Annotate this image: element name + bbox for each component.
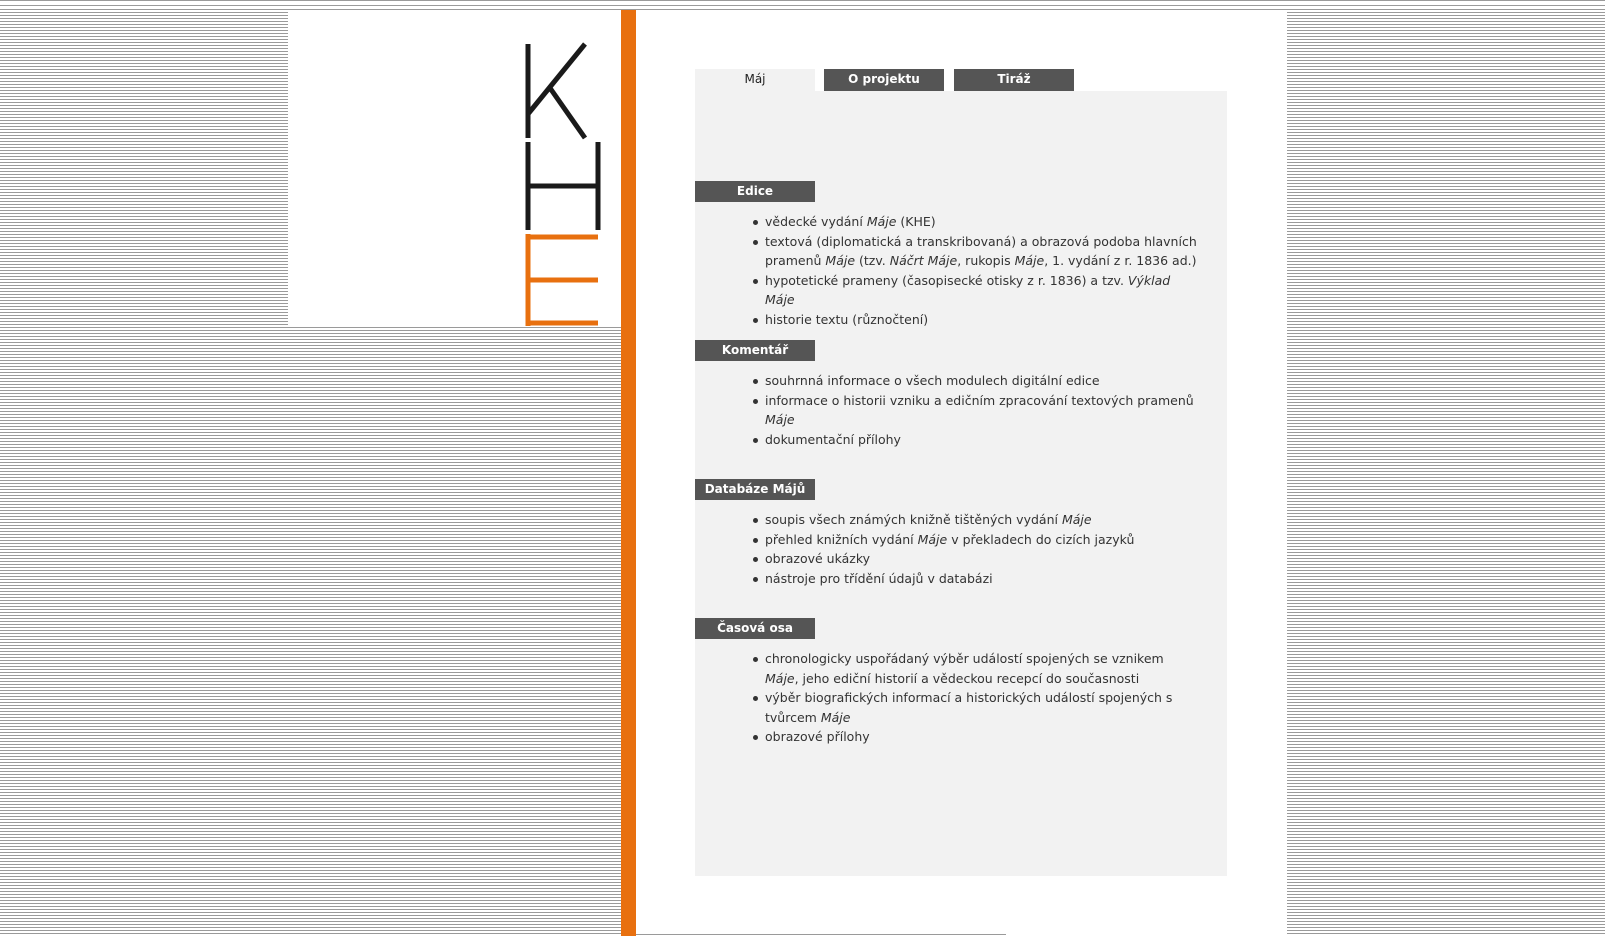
list-item: souhrnná informace o všech modulech digitální edice [765,371,1201,391]
tab-o-projektu[interactable]: O projektu [824,69,944,91]
section-list [695,649,1227,747]
logo-letter-k [528,44,585,138]
section-casova-osa [695,618,1227,747]
bottom-rule [636,934,1006,935]
logo-letter-h [528,142,598,230]
list-item: soupis všech známých knižně tištěných vydání Máje [765,510,1201,530]
section-title-casova-osa[interactable]: Časová osa [695,618,815,639]
list-item: historie textu (různočtení) [765,310,1201,330]
tab-tiraz[interactable]: Tiráž [954,69,1074,91]
list-item: vědecké vydání Máje (KHE) [765,212,1201,232]
list-item: obrazové ukázky [765,549,1201,569]
list-item: nástroje pro třídění údajů v databázi [765,569,1201,589]
list-item: chronologicky uspořádaný výběr událostí spojených se vznikem Máje, jeho ediční historií a vědeckou recepcí do současnosti [765,649,1201,688]
list-item: dokumentační přílohy [765,430,1201,450]
top-rule [0,0,1605,9]
logo-letter-e [528,234,598,326]
section-title-komentar[interactable]: Komentář [695,340,815,361]
section-komentar [695,340,1227,449]
list-item: výběr biografických informací a historických událostí spojených s tvůrcem Máje [765,688,1201,727]
list-item: textová (diplomatická a transkribovaná) a obrazová podoba hlavních pramenů Máje (tzv. Náčrt Máje, rukopis Máje, 1. vydání z r. 1836 ad.) [765,232,1201,271]
accent-bar [621,10,636,936]
list-item: hypotetické prameny (časopisecké otisky z r. 1836) a tzv. Výklad Máje [765,271,1201,310]
list-item: informace o historii vzniku a edičním zpracování textových pramenů Máje [765,391,1201,430]
section-edice [695,181,1227,329]
section-list [695,510,1227,588]
khe-logo[interactable] [523,34,603,334]
content-panel [695,91,1227,876]
section-title-edice[interactable]: Edice [695,181,815,202]
section-list [695,212,1227,329]
main-panel [636,10,1287,936]
section-title-databaze-maju[interactable]: Databáze Májů [695,479,815,500]
section-list [695,371,1227,449]
list-item: přehled knižních vydání Máje v překladech do cizích jazyků [765,530,1201,550]
logo-panel [288,10,621,326]
list-item: obrazové přílohy [765,727,1201,747]
section-databaze-maju [695,479,1227,588]
tab-maj[interactable]: Máj [695,69,815,91]
